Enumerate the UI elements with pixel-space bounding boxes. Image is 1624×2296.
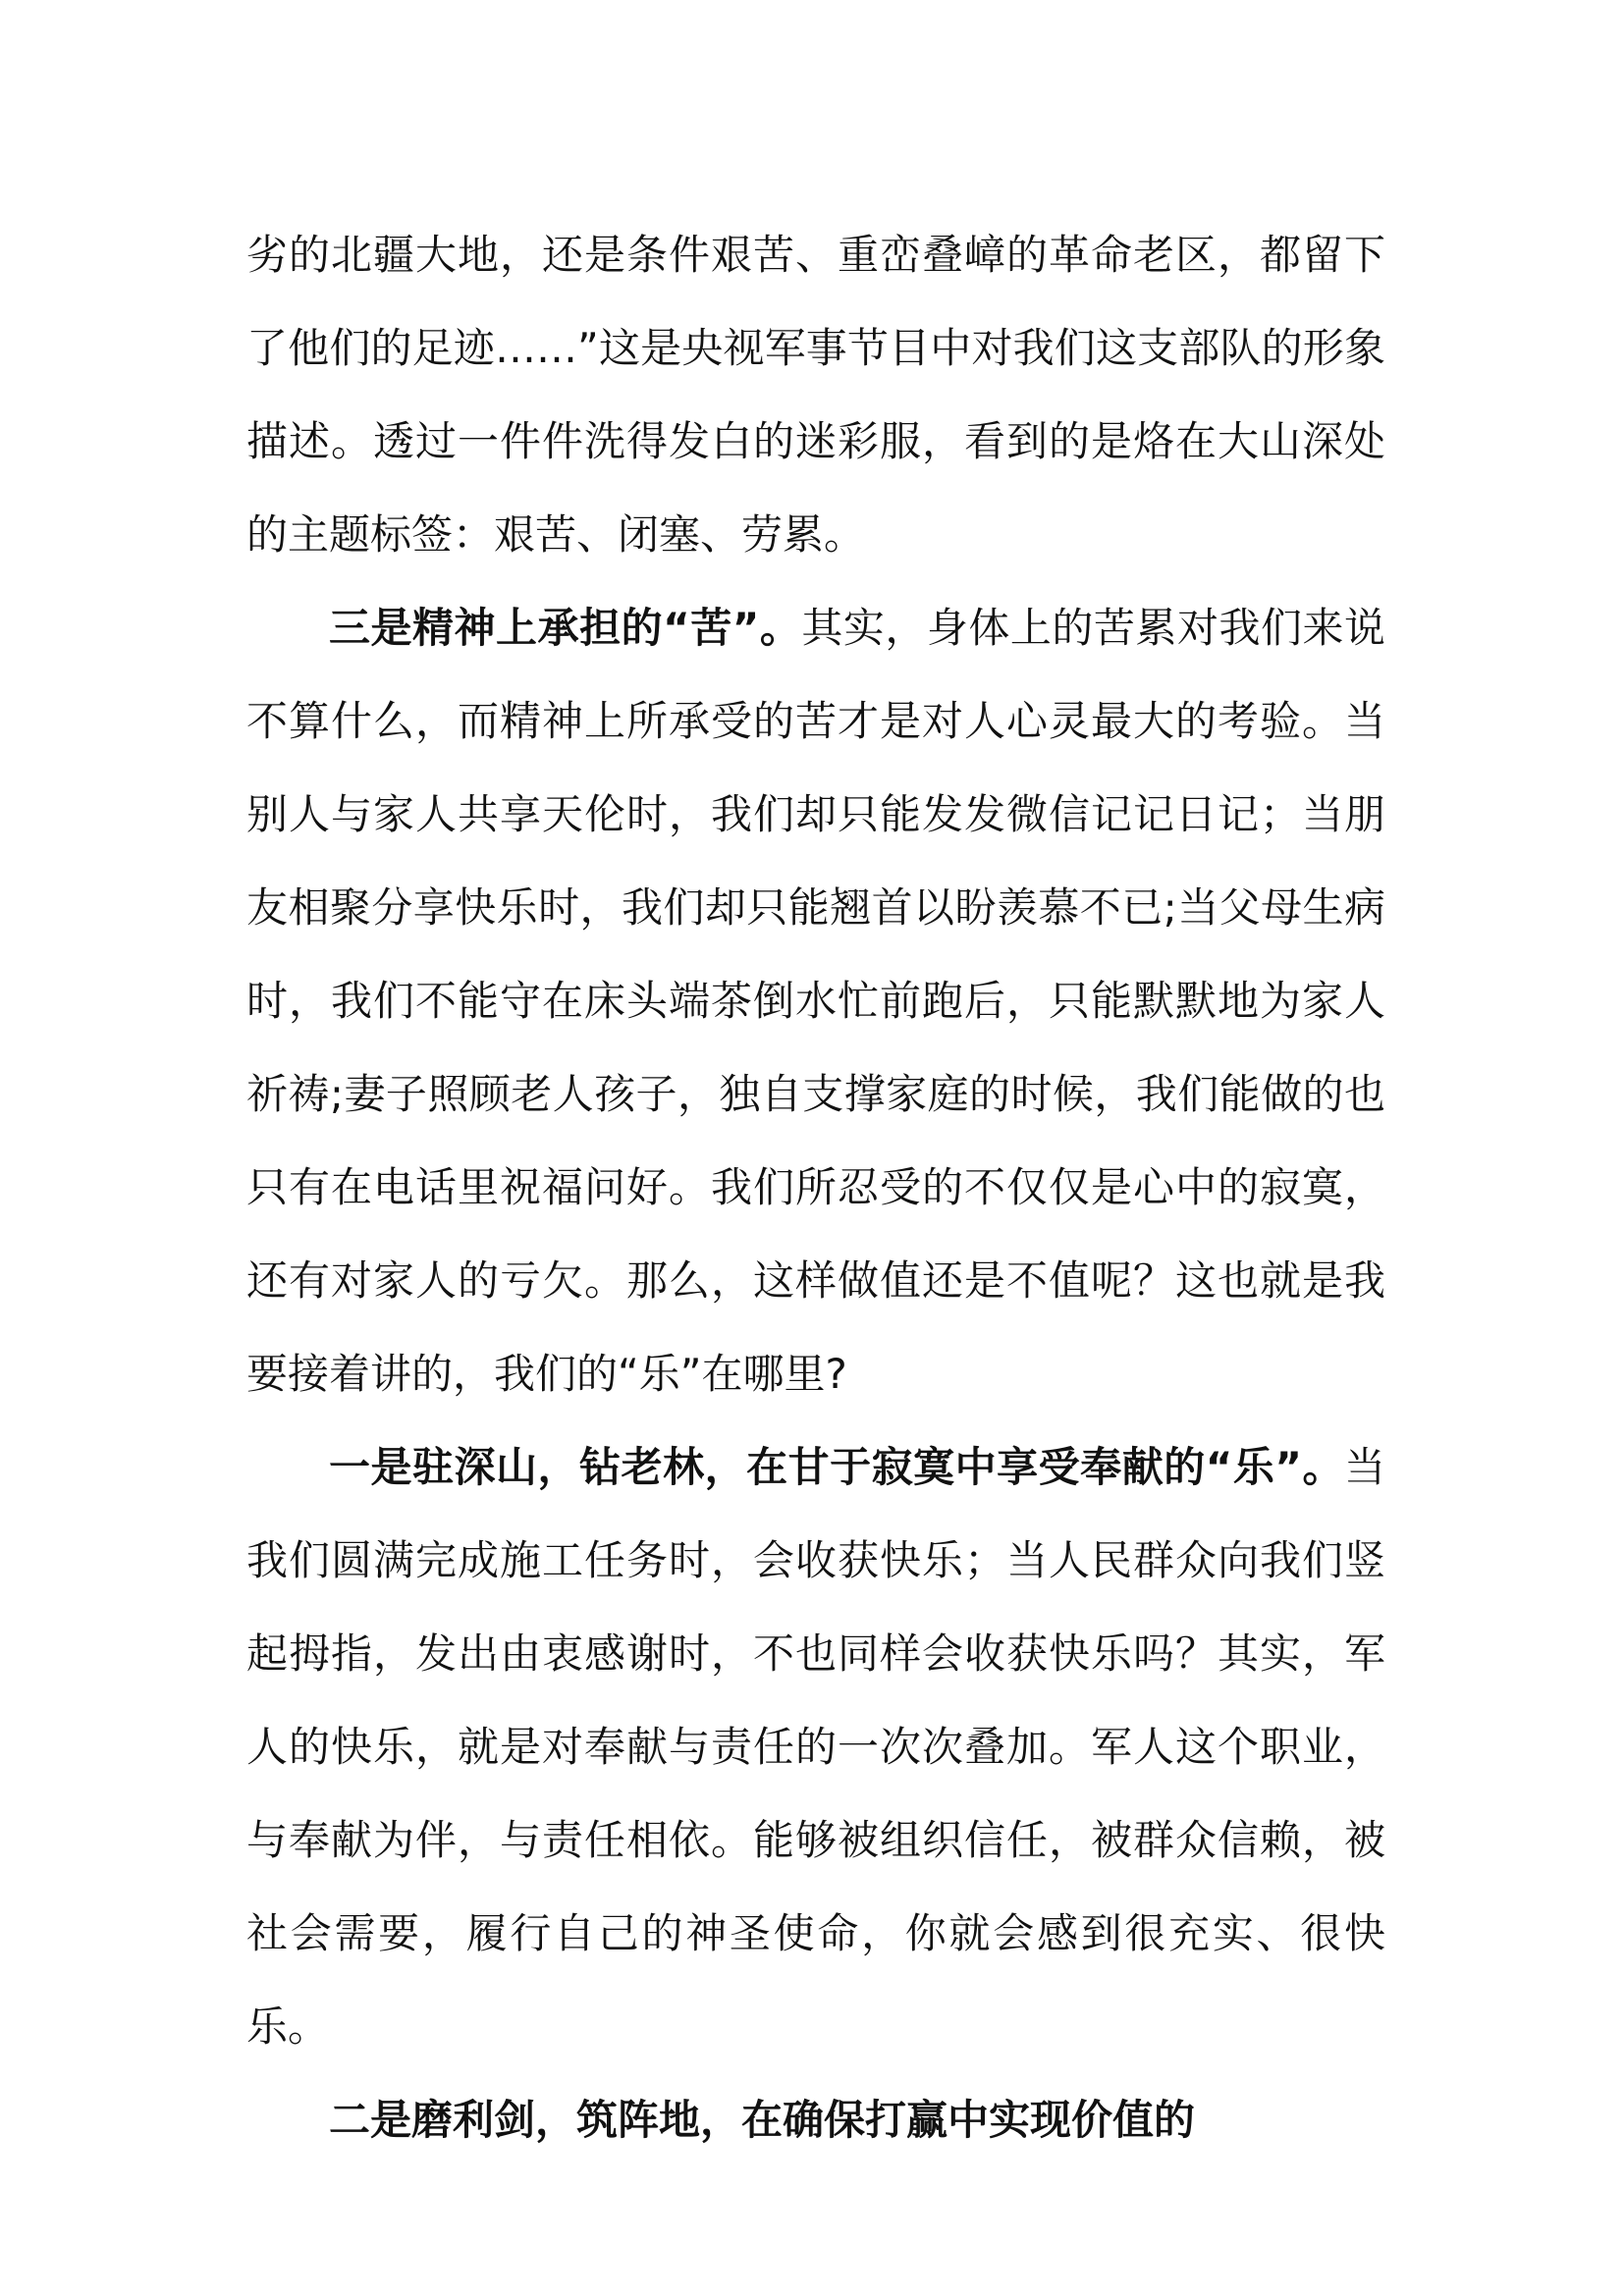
- paragraph-4-bold-lead: 二是磨利剑，筑阵地，在确保打赢中实现价值的: [329, 2096, 1196, 2144]
- paragraph-2-text: 其实，身体上的苦累对我们来说不算什么，而精神上所承受的苦才是对人心灵最大的考验。当别人与家人共享天伦时，我们却只能发发微信记记日记；当朋友相聚分享快乐时，我们却只能翘首以盼羡慕不已;当父母生病时，我们不能守在床头端茶倒水忙前跑后，只能默默地为家人祈祷;妻子照顾老人孩子，独自支撑家庭的时候，我们能做的也只有在电话里祝福问好。我们所忍受的不仅仅是心中的寂寞，还有对家人的亏欠。那么，这样做值还是不值呢？这也就是我要接着讲的，我们的“乐”在哪里?: [246, 604, 1385, 1398]
- paragraph-1-text: 劣的北疆大地，还是条件艰苦、重峦叠嶂的革命老区，都留下了他们的足迹……”这是央视军事节目中对我们这支部队的形象描述。透过一件件洗得发白的迷彩服，看到的是烙在大山深处的主题标签：艰苦、闭塞、劳累。: [246, 231, 1385, 559]
- paragraph-2: [246, 581, 1385, 1420]
- paragraph-2-bold-lead: 三是精神上承担的“苦”。: [329, 604, 802, 652]
- paragraph-3-text: 当我们圆满完成施工任务时，会收获快乐；当人民群众向我们竖起拇指，发出由衷感谢时，不也同样会收获快乐吗？其实，军人的快乐，就是对奉献与责任的一次次叠加。军人这个职业，与奉献为伴，与责任相依。能够被组织信任，被群众信赖，被社会需要，履行自己的神圣使命，你就会感到很充实、很快乐。: [246, 1443, 1385, 2051]
- document-body: [246, 208, 1385, 2166]
- paragraph-1: [246, 208, 1385, 581]
- paragraph-3-bold-lead: 一是驻深山，钻老林，在甘于寂寞中享受奉献的“乐”。: [329, 1443, 1344, 1491]
- paragraph-3: [246, 1420, 1385, 2073]
- paragraph-4: [246, 2073, 1385, 2166]
